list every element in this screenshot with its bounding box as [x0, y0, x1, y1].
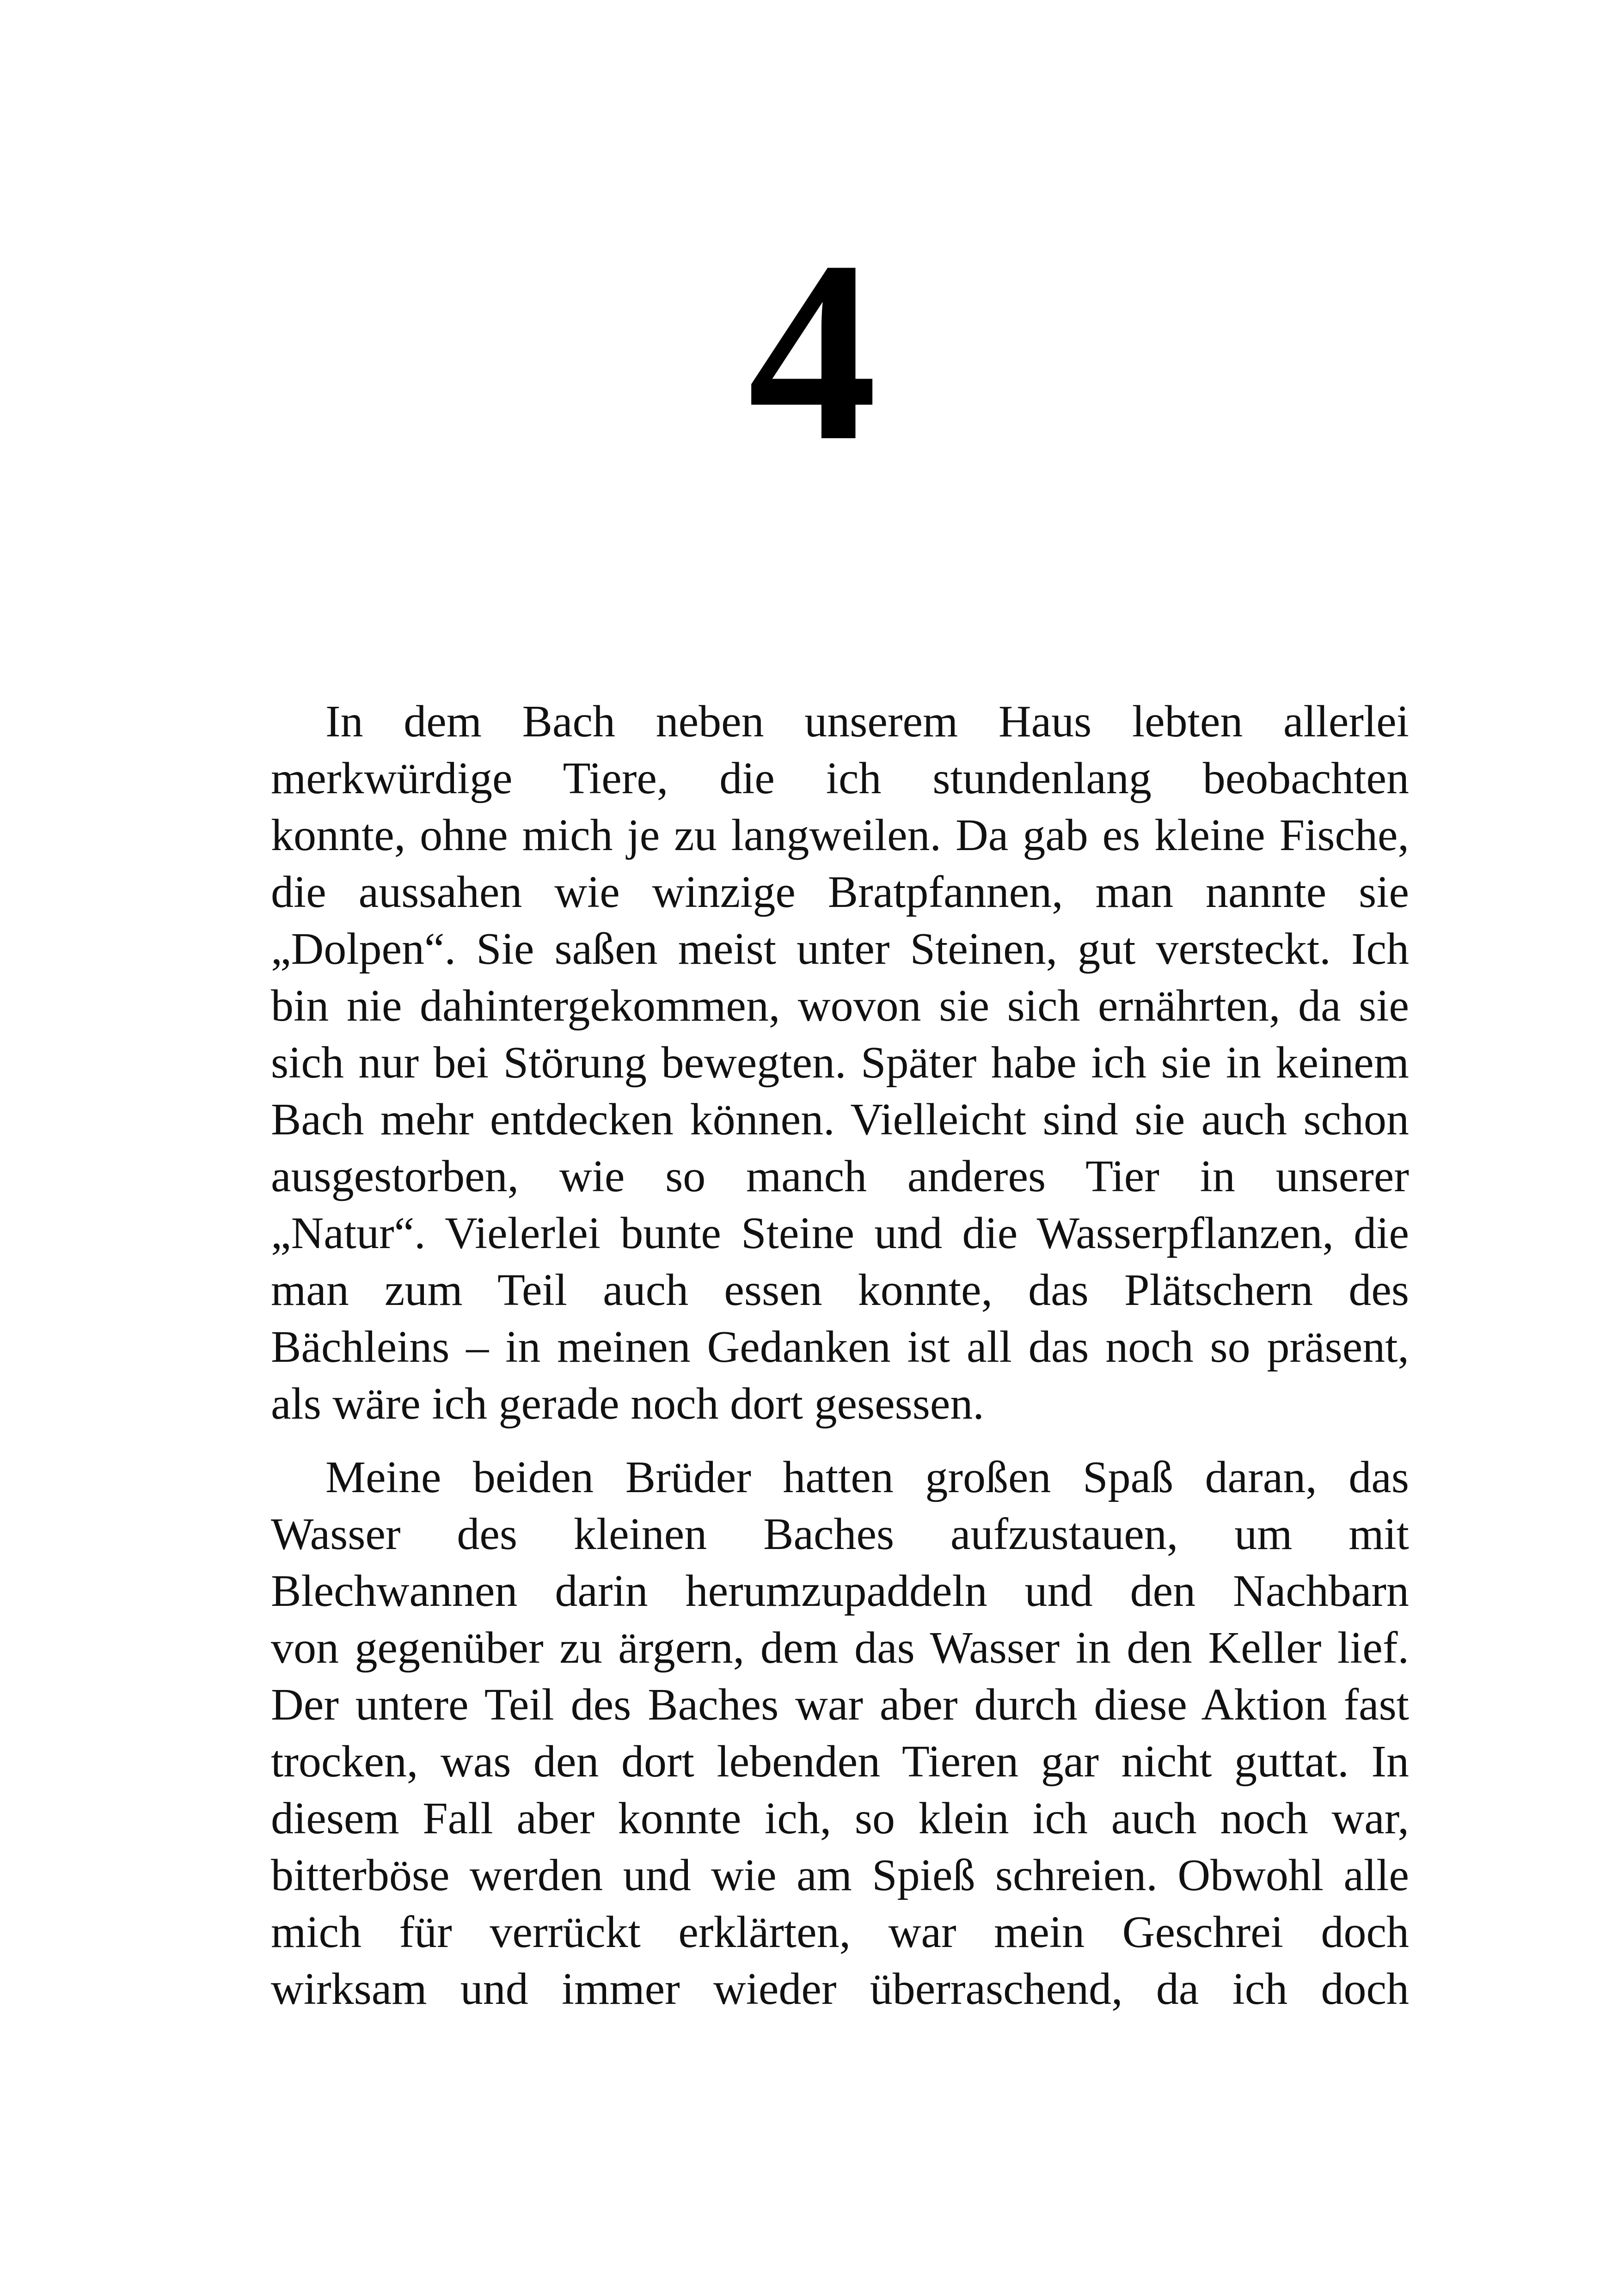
text-line: von gegenüber zu ärgern, dem das Wasser in den Keller lief. [271, 1623, 1409, 1673]
text-line: Bächleins – in meinen Gedanken ist all das noch so präsent, [271, 1322, 1409, 1372]
text-line: diesem Fall aber konnte ich, so klein ich auch noch war, [271, 1794, 1409, 1843]
text-line: man zum Teil auch essen konnte, das Plätschern des [271, 1265, 1409, 1315]
text-line: bin nie dahintergekommen, wovon sie sich ernährten, da sie [271, 981, 1409, 1031]
text-line: mich für verrückt erklärten, war mein Geschrei doch [271, 1907, 1409, 1957]
paragraph-2 [216, 1449, 1409, 2018]
paragraph-1 [216, 693, 1409, 1433]
body-text [216, 693, 1409, 2018]
chapter-number: 4 [748, 208, 877, 495]
text-line: bitterböse werden und wie am Spieß schreien. Obwohl alle [271, 1850, 1409, 1900]
text-line: Bach mehr entdecken können. Vielleicht sind sie auch schon [271, 1095, 1409, 1145]
text-line: als wäre ich gerade noch dort gesessen. [271, 1379, 984, 1429]
text-line: „Dolpen“. Sie saßen meist unter Steinen, gut versteckt. Ich [271, 924, 1409, 974]
text-line: Meine beiden Brüder hatten großen Spaß daran, das [325, 1452, 1409, 1502]
text-line: In dem Bach neben unserem Haus lebten allerlei [325, 697, 1409, 747]
text-line: wirksam und immer wieder überraschend, da ich doch [271, 1964, 1409, 2014]
text-line: Der untere Teil des Baches war aber durch diese Aktion fast [271, 1680, 1409, 1730]
text-line: merkwürdige Tiere, die ich stundenlang beobachten [271, 753, 1409, 803]
text-line: die aussahen wie winzige Bratpfannen, man nannte sie [271, 867, 1409, 917]
text-line: ausgestorben, wie so manch anderes Tier in unserer [271, 1151, 1409, 1201]
text-line: „Natur“. Vielerlei bunte Steine und die Wasserpflanzen, die [271, 1208, 1409, 1258]
text-line: Wasser des kleinen Baches aufzustauen, um mit [271, 1509, 1409, 1559]
text-line: sich nur bei Störung bewegten. Später habe ich sie in keinem [271, 1038, 1409, 1088]
text-line: Blechwannen darin herumzupaddeln und den Nachbarn [271, 1566, 1409, 1616]
text-line: trocken, was den dort lebenden Tieren gar nicht guttat. In [271, 1737, 1409, 1787]
text-line: konnte, ohne mich je zu langweilen. Da gab es kleine Fische, [271, 810, 1409, 860]
